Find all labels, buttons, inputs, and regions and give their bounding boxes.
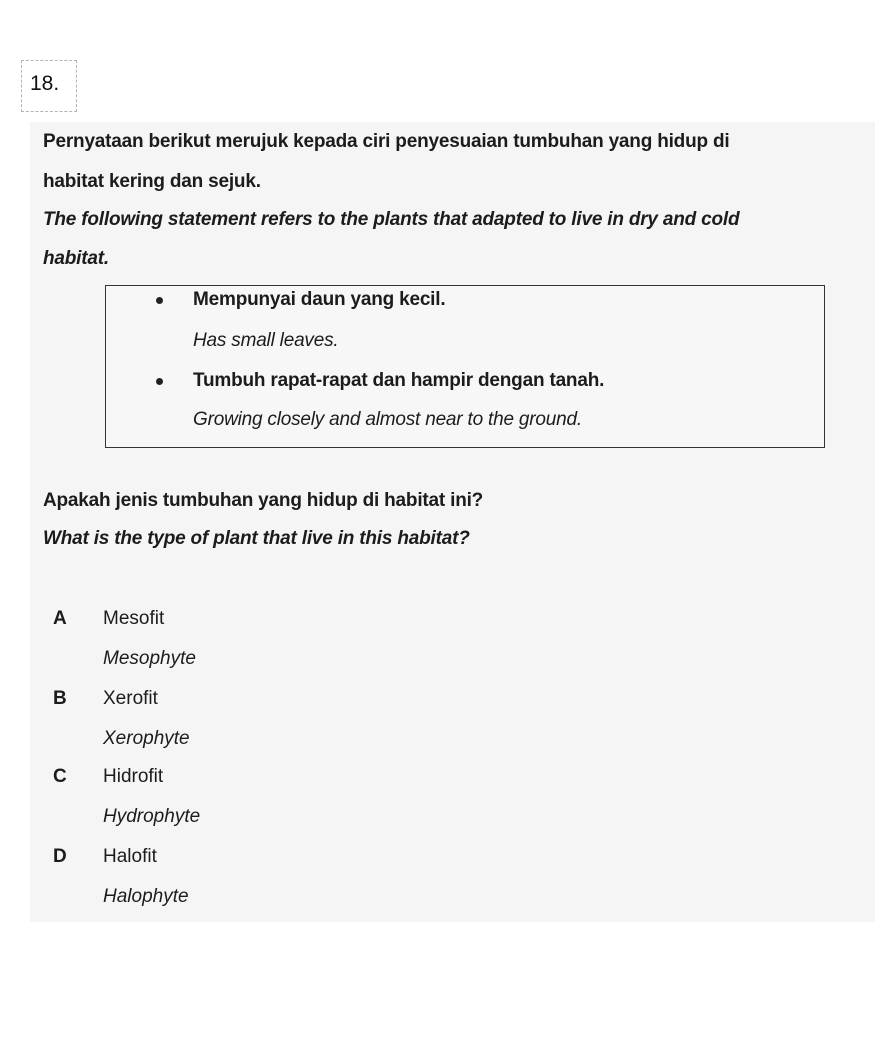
question-number: 18. [30,72,60,95]
prompt-english: What is the type of plant that live in this habitat? [43,528,470,549]
option-b-malay[interactable]: Xerofit [103,688,158,709]
statement-1-malay: Mempunyai daun yang kecil. [193,289,446,310]
statement-2-english: Growing closely and almost near to the ground. [193,409,582,430]
option-c-malay[interactable]: Hidrofit [103,766,164,787]
option-d-malay[interactable]: Halofit [103,846,157,867]
intro-malay-line-2: habitat kering dan sejuk. [43,171,261,192]
scanned-question-area [30,122,875,922]
prompt-malay: Apakah jenis tumbuhan yang hidup di habitat ini? [43,490,484,511]
intro-english-line-1: The following statement refers to the plants that adapted to live in dry and cold [43,209,740,230]
option-a-malay[interactable]: Mesofit [103,608,165,629]
option-b-letter[interactable]: B [53,688,67,709]
option-d-english[interactable]: Halophyte [103,886,189,907]
bullet-icon [156,378,163,385]
option-d-letter[interactable]: D [53,846,67,867]
statement-2-malay: Tumbuh rapat-rapat dan hampir dengan tanah. [193,370,605,391]
statement-1-english: Has small leaves. [193,330,339,351]
option-c-letter[interactable]: C [53,766,67,787]
bullet-icon [156,297,163,304]
option-a-english[interactable]: Mesophyte [103,648,196,669]
option-a-letter[interactable]: A [53,608,67,629]
option-c-english[interactable]: Hydrophyte [103,806,201,827]
intro-malay-line-1: Pernyataan berikut merujuk kepada ciri penyesuaian tumbuhan yang hidup di [43,131,730,152]
option-b-english[interactable]: Xerophyte [103,728,190,749]
intro-english-line-2: habitat. [43,248,109,269]
